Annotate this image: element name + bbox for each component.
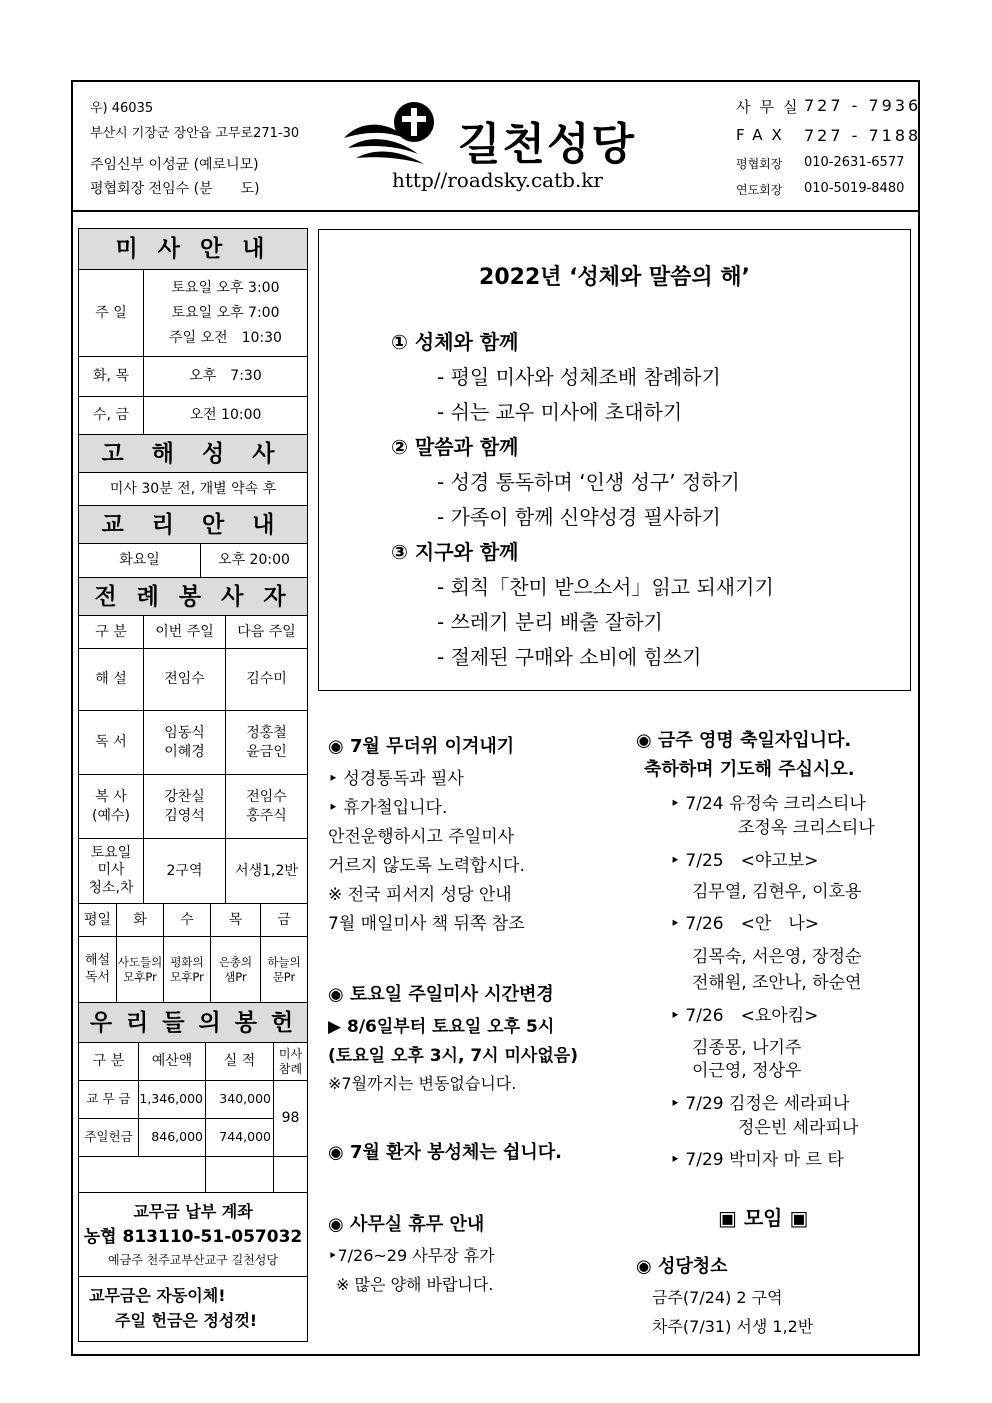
group-name: 평화의 xyxy=(170,955,204,970)
mass-sunday-row xyxy=(79,270,307,357)
heat-line: ‣ 성경통독과 필사 xyxy=(328,769,464,789)
feast-line: ‣ 7/24 유정숙 크리스티나 xyxy=(670,794,866,814)
fax-label: FAX xyxy=(736,126,791,144)
feast-line: ‣ 7/26 <안 나> xyxy=(670,914,819,934)
council-chair: 평협회장 전임수 (분 도) xyxy=(90,181,260,197)
feast-line: ‣ 7/29 박미자 마 르 타 xyxy=(670,1150,844,1170)
commentary-row xyxy=(79,649,307,711)
mass-time: 주일 오전 10:30 xyxy=(169,329,282,346)
weekday-role: 해설 xyxy=(84,953,111,969)
weekday-header-row xyxy=(79,904,307,937)
group-name: 사도들의 xyxy=(117,955,163,970)
cleaning-label-line: 미사 xyxy=(97,862,125,879)
weekday-fri-value xyxy=(261,937,307,1002)
feast-line: 김목숙, 서은영, 장정순 xyxy=(692,947,862,967)
feast-line: ‣ 7/25 <야고보> xyxy=(670,851,819,871)
year-theme-box xyxy=(318,229,911,691)
group-name: 샘Pr xyxy=(224,969,247,984)
mass-sunday-label: 주 일 xyxy=(79,270,144,356)
theme-item: - 회칙「찬미 받으소서」읽고 되새기기 xyxy=(437,575,774,599)
reader-next xyxy=(226,711,307,774)
weekday-fri: 금 xyxy=(277,911,291,928)
feast-line: 조정옥 크리스티나 xyxy=(738,818,875,838)
heat-line: 7월 매일미사 책 뒤쪽 참조 xyxy=(328,914,525,934)
person-name: 전임수 xyxy=(246,788,287,805)
person-name: 윤금인 xyxy=(246,743,287,760)
sunday-offering-actual: 744,000 xyxy=(206,1119,274,1157)
offering-col-type: 구 분 xyxy=(79,1043,139,1080)
theme-item: - 쉬는 교우 미사에 초대하기 xyxy=(437,400,683,424)
reader-row xyxy=(79,711,307,775)
theme-item: - 가족이 함께 신약성경 필사하기 xyxy=(437,505,721,529)
feast-line: ‣ 7/29 김정은 세라피나 xyxy=(670,1094,850,1114)
offering-notes xyxy=(79,1277,307,1341)
address: 부산시 기장군 장안읍 고무로271-30 xyxy=(90,126,300,141)
col-mass-line: 미사 xyxy=(278,1046,303,1061)
catechism-day: 화요일 xyxy=(79,544,201,577)
mass-wedfri-row xyxy=(79,397,307,435)
account-title: 교무금 납부 계좌 xyxy=(133,1201,253,1221)
mass-tuethu-time: 오후 7:30 xyxy=(189,368,262,385)
website-url[interactable]: http//roadsky.catb.kr xyxy=(392,168,603,192)
weekday-role: 독서 xyxy=(84,969,111,985)
server-next xyxy=(226,775,307,838)
weekday-thu-value xyxy=(211,937,261,1002)
group-name: 문Pr xyxy=(272,969,296,984)
saturday-change-title: ◉ 토요일 주일미사 시간변경 xyxy=(328,984,554,1005)
empty-cell xyxy=(79,1157,206,1192)
server-label xyxy=(79,775,144,838)
col-mass-line: 참례 xyxy=(278,1061,303,1076)
commentary-label: 해 설 xyxy=(79,649,144,710)
youth-tel: 010-5019-8480 xyxy=(804,181,905,196)
catechism-row xyxy=(79,544,307,578)
saturday-change-line: ▶ 8/6일부터 토요일 오후 5시 xyxy=(328,1017,555,1037)
empty-cell xyxy=(206,1157,274,1192)
account-holder: 예금주 천주교부산교구 길천성당 xyxy=(108,1253,278,1268)
mass-wedfri-time: 오전 10:00 xyxy=(189,407,262,424)
saturday-change-note: ※7월까지는 변동없습니다. xyxy=(328,1074,517,1093)
confession-row xyxy=(79,473,307,506)
person-name: 강찬실 xyxy=(164,788,205,805)
server-label-line: (예수) xyxy=(92,807,130,824)
offering-note-1: 교무금은 자동이체! xyxy=(89,1286,226,1306)
mass-time: 토요일 오후 3:00 xyxy=(171,279,280,296)
server-row xyxy=(79,775,307,839)
info-column xyxy=(78,228,308,1342)
mass-attendance: 98 xyxy=(274,1081,307,1157)
theme-item: - 성경 통독하며 ‘인생 성구’ 정하기 xyxy=(437,470,740,494)
offering-empty-row xyxy=(79,1157,307,1193)
person-name: 홍주식 xyxy=(246,807,287,824)
offering-col-actual: 실 적 xyxy=(206,1043,274,1080)
theme-item: - 쓰레기 분리 배출 잘하기 xyxy=(437,610,663,634)
council-tel: 010-2631-6577 xyxy=(804,155,905,170)
weekday-tue-value xyxy=(117,937,164,1002)
heat-title: ◉ 7월 무더위 이겨내기 xyxy=(328,736,515,757)
liturgy-header-row xyxy=(79,616,307,649)
sunday-offering-label: 주일헌금 xyxy=(79,1119,139,1157)
weekday-wed-value xyxy=(164,937,211,1002)
feast-line: 정은빈 세라피나 xyxy=(738,1118,859,1138)
feast-line: 전해원, 조안나, 하순연 xyxy=(692,973,862,993)
weekday-values-row xyxy=(79,937,307,1003)
group-name: 모후Pr xyxy=(170,969,204,984)
theme-item: - 평일 미사와 성체조배 참례하기 xyxy=(437,365,721,389)
commentary-next: 김수미 xyxy=(246,671,287,688)
confession-title: 고 해 성 사 xyxy=(79,435,307,473)
weekday-wed: 수 xyxy=(164,904,211,936)
office-closed-title: ◉ 사무실 휴무 안내 xyxy=(328,1214,485,1235)
mass-tuethu-label: 화, 목 xyxy=(79,357,144,396)
council-tel-label: 평협회장 xyxy=(736,157,783,171)
reader-this xyxy=(144,711,226,774)
person-name: 임동식 xyxy=(164,724,205,741)
offering-header-row xyxy=(79,1043,307,1081)
meeting-title: ▣ 모임 ▣ xyxy=(718,1206,809,1230)
weekday-tue: 화 xyxy=(117,904,164,936)
cleaning-this-week: 금주(7/24) 2 구역 xyxy=(652,1288,783,1307)
feast-line: ‣ 7/26 <요아킴> xyxy=(670,1006,819,1026)
reader-label: 독 서 xyxy=(79,711,144,774)
group-name: 은총의 xyxy=(218,955,253,970)
offering-row-tithe xyxy=(79,1081,307,1119)
cleaning-label xyxy=(79,839,144,903)
mass-title: 미 사 안 내 xyxy=(79,229,307,270)
heat-line: 거르지 않도록 노력합시다. xyxy=(328,856,525,876)
feast-title: ◉ 금주 영명 축일자입니다. xyxy=(636,730,852,751)
office-closed-line: ‣7/26~29 사무장 휴가 xyxy=(328,1246,495,1265)
mass-sunday-times xyxy=(144,270,307,356)
theme-heading: ③ 지구와 함께 xyxy=(391,540,519,564)
person-name: 정홍철 xyxy=(246,724,287,741)
cleaning-next-week: 차주(7/31) 서생 1,2반 xyxy=(652,1317,814,1336)
fax-tel: 727 - 7188 xyxy=(804,126,922,145)
confession-text: 미사 30분 전, 개별 약속 후 xyxy=(109,480,277,497)
mass-tuethu-row xyxy=(79,357,307,397)
office-closed-line: ※ 많은 양해 바랍니다. xyxy=(336,1275,494,1294)
heat-line: ‣ 휴가철입니다. xyxy=(328,798,448,818)
office-tel: 727 - 7936 xyxy=(804,96,922,115)
weekday-row-label xyxy=(79,937,117,1002)
church-cleaning-title: ◉ 성당청소 xyxy=(636,1256,728,1277)
col-this-week: 이번 주일 xyxy=(144,616,226,648)
offering-col-budget: 예산액 xyxy=(139,1043,206,1080)
header-divider xyxy=(71,210,920,212)
cleaning-next: 서생1,2반 xyxy=(235,862,298,879)
catechism-title: 교 리 안 내 xyxy=(79,506,307,544)
theme-item: - 절제된 구매와 소비에 힘쓰기 xyxy=(437,645,702,669)
feast-line: 이근영, 정상우 xyxy=(692,1061,802,1081)
group-name: 모후Pr xyxy=(123,969,157,984)
feast-line: 김종몽, 나기주 xyxy=(692,1038,802,1058)
weekday-label: 평일 xyxy=(79,904,117,936)
tithe-label: 교 무 금 xyxy=(79,1081,139,1119)
heat-line: 안전운행하시고 주일미사 xyxy=(328,827,515,847)
mass-time: 토요일 오후 7:00 xyxy=(171,304,280,321)
offering-title: 우 리 들 의 봉 헌 xyxy=(79,1003,307,1043)
tithe-budget: 1,346,000 xyxy=(139,1081,206,1119)
pastor: 주임신부 이성균 (예로니모) xyxy=(90,157,259,173)
youth-tel-label: 연도회장 xyxy=(736,183,783,197)
group-name: 하늘의 xyxy=(267,955,301,970)
catechism-time: 오후 20:00 xyxy=(218,552,290,569)
church-logo-icon xyxy=(342,96,452,168)
weekday-thu: 목 xyxy=(211,904,261,936)
sick-communion-notice: ◉ 7월 환자 봉성체는 쉽니다. xyxy=(328,1142,563,1163)
offering-row-sunday xyxy=(79,1119,307,1157)
mass-wedfri-label: 수, 금 xyxy=(79,397,144,434)
person-name: 이혜경 xyxy=(164,743,205,760)
office-label: 사무실 xyxy=(736,98,807,116)
server-label-line: 복 사 xyxy=(95,788,127,805)
cleaning-this: 2구역 xyxy=(144,839,226,903)
heat-line: ※ 전국 피서지 성당 안내 xyxy=(328,885,512,905)
saturday-change-line: (토요일 오후 3시, 7시 미사없음) xyxy=(328,1046,578,1066)
theme-title: 2022년 ‘성체와 말씀의 해’ xyxy=(479,265,750,290)
col-next-week: 다음 주일 xyxy=(237,623,296,640)
postal-code: 우) 46035 xyxy=(90,101,154,116)
feast-line: 김무열, 김현우, 이호용 xyxy=(692,882,862,902)
offering-col-mass xyxy=(274,1043,307,1080)
offering-note-2: 주일 헌금은 정성껏! xyxy=(115,1311,258,1330)
server-this xyxy=(144,775,226,838)
feast-subtitle: 축하하며 기도해 주십시오. xyxy=(644,759,855,780)
account-box xyxy=(79,1193,307,1277)
account-info xyxy=(79,1193,307,1276)
cleaning-row xyxy=(79,839,307,904)
col-type: 구 분 xyxy=(79,616,144,648)
person-name: 김영석 xyxy=(164,807,205,824)
tithe-actual: 340,000 xyxy=(206,1081,274,1119)
liturgy-title: 전 례 봉 사 자 xyxy=(79,578,307,616)
theme-heading: ② 말씀과 함께 xyxy=(391,435,519,459)
commentary-this: 전임수 xyxy=(144,649,226,710)
theme-heading: ① 성체와 함께 xyxy=(391,330,519,354)
cleaning-label-line: 토요일 xyxy=(90,844,132,861)
church-name: 길천성당 xyxy=(458,119,637,170)
account-number: 농협 813110-51-057032 xyxy=(83,1227,303,1248)
cleaning-label-line: 청소,차 xyxy=(88,879,134,896)
sunday-offering-budget: 846,000 xyxy=(139,1119,206,1157)
